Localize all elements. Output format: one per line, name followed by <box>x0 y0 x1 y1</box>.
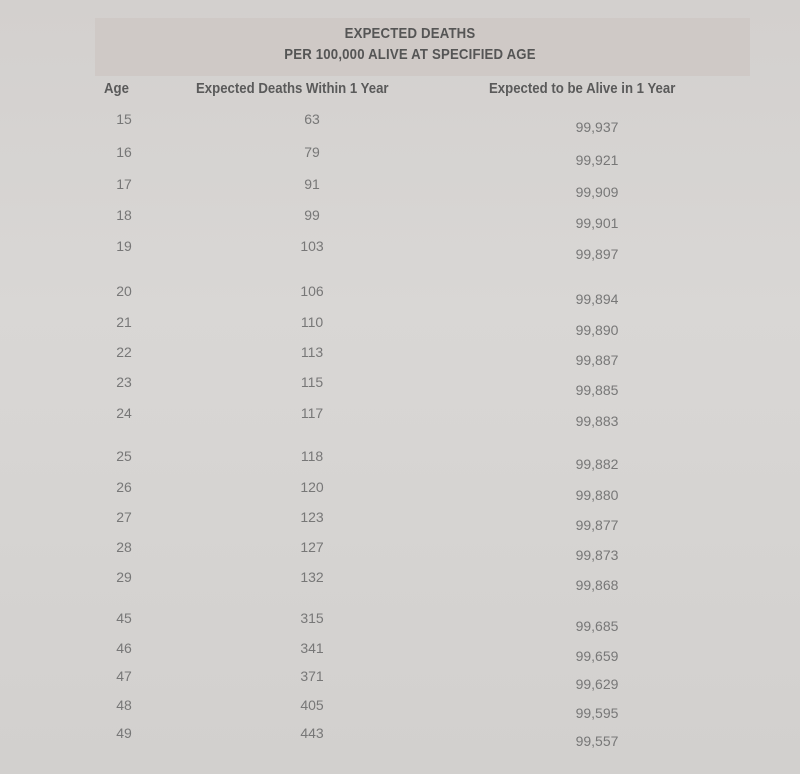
age-cell: 16 <box>116 144 132 160</box>
table-row <box>0 238 800 260</box>
expected-alive-cell: 99,909 <box>575 184 619 200</box>
expected-alive-cell: 99,629 <box>575 676 619 692</box>
expected-deaths-cell: 127 <box>300 539 324 555</box>
table-row <box>0 668 800 690</box>
age-cell: 18 <box>116 207 132 223</box>
column-header-age: Age <box>104 80 129 97</box>
age-cell: 27 <box>116 509 132 525</box>
expected-alive-cell: 99,921 <box>575 152 619 168</box>
column-header-expected-alive: Expected to be Alive in 1 Year <box>489 80 676 97</box>
age-cell: 47 <box>116 668 132 684</box>
expected-deaths-cell: 113 <box>300 344 324 360</box>
expected-deaths-cell: 79 <box>304 144 320 160</box>
table-row <box>0 479 800 501</box>
expected-deaths-cell: 371 <box>300 668 324 684</box>
expected-alive-cell: 99,897 <box>575 246 619 262</box>
age-cell: 45 <box>116 610 132 626</box>
expected-alive-cell: 99,880 <box>575 487 619 503</box>
age-cell: 23 <box>116 374 132 390</box>
expected-alive-cell: 99,659 <box>575 648 619 664</box>
table-row <box>0 448 800 470</box>
table-row <box>0 725 800 747</box>
expected-deaths-cell: 103 <box>300 238 324 254</box>
expected-alive-cell: 99,873 <box>575 547 619 563</box>
table-row <box>0 207 800 229</box>
expected-deaths-cell: 115 <box>300 374 324 390</box>
table-row <box>0 144 800 166</box>
expected-alive-cell: 99,868 <box>575 577 619 593</box>
expected-deaths-cell: 120 <box>300 479 324 495</box>
age-cell: 46 <box>116 640 132 656</box>
expected-alive-cell: 99,877 <box>575 517 619 533</box>
table-title-line-1: EXPECTED DEATHS <box>344 25 476 42</box>
expected-alive-cell: 99,595 <box>575 705 619 721</box>
expected-deaths-cell: 117 <box>300 405 324 421</box>
column-header-expected-deaths: Expected Deaths Within 1 Year <box>196 80 389 97</box>
expected-alive-cell: 99,885 <box>575 382 619 398</box>
table-row <box>0 569 800 591</box>
age-cell: 48 <box>116 697 132 713</box>
age-cell: 29 <box>116 569 132 585</box>
expected-deaths-cell: 110 <box>300 314 324 330</box>
table-row <box>0 509 800 531</box>
expected-deaths-cell: 118 <box>300 448 324 464</box>
table-row <box>0 610 800 632</box>
expected-alive-cell: 99,557 <box>575 733 619 749</box>
age-cell: 28 <box>116 539 132 555</box>
age-cell: 22 <box>116 344 132 360</box>
table-row <box>0 176 800 198</box>
age-cell: 49 <box>116 725 132 741</box>
table-row <box>0 111 800 133</box>
expected-deaths-cell: 123 <box>300 509 324 525</box>
age-cell: 15 <box>116 111 132 127</box>
expected-alive-cell: 99,901 <box>575 215 619 231</box>
expected-alive-cell: 99,890 <box>575 322 619 338</box>
expected-deaths-cell: 106 <box>300 283 324 299</box>
expected-alive-cell: 99,937 <box>575 119 619 135</box>
age-cell: 24 <box>116 405 132 421</box>
expected-deaths-cell: 443 <box>300 725 324 741</box>
table-row <box>0 344 800 366</box>
expected-deaths-cell: 315 <box>300 610 324 626</box>
expected-deaths-cell: 405 <box>300 697 324 713</box>
expected-deaths-cell: 63 <box>304 111 320 127</box>
expected-alive-cell: 99,685 <box>575 618 619 634</box>
table-row <box>0 374 800 396</box>
expected-deaths-cell: 99 <box>304 207 320 223</box>
age-cell: 19 <box>116 238 132 254</box>
expected-alive-cell: 99,894 <box>575 291 619 307</box>
expected-deaths-cell: 341 <box>300 640 324 656</box>
age-cell: 25 <box>116 448 132 464</box>
age-cell: 20 <box>116 283 132 299</box>
age-cell: 17 <box>116 176 132 192</box>
age-cell: 21 <box>116 314 132 330</box>
age-cell: 26 <box>116 479 132 495</box>
table-row <box>0 697 800 719</box>
expected-alive-cell: 99,887 <box>575 352 619 368</box>
expected-deaths-cell: 91 <box>304 176 320 192</box>
table-row <box>0 640 800 662</box>
table-row <box>0 539 800 561</box>
table-title-line-2: PER 100,000 ALIVE AT SPECIFIED AGE <box>284 46 536 63</box>
table-row <box>0 405 800 427</box>
table-row <box>0 283 800 305</box>
expected-deaths-cell: 132 <box>300 569 324 585</box>
expected-alive-cell: 99,882 <box>575 456 619 472</box>
table-row <box>0 314 800 336</box>
expected-alive-cell: 99,883 <box>575 413 619 429</box>
